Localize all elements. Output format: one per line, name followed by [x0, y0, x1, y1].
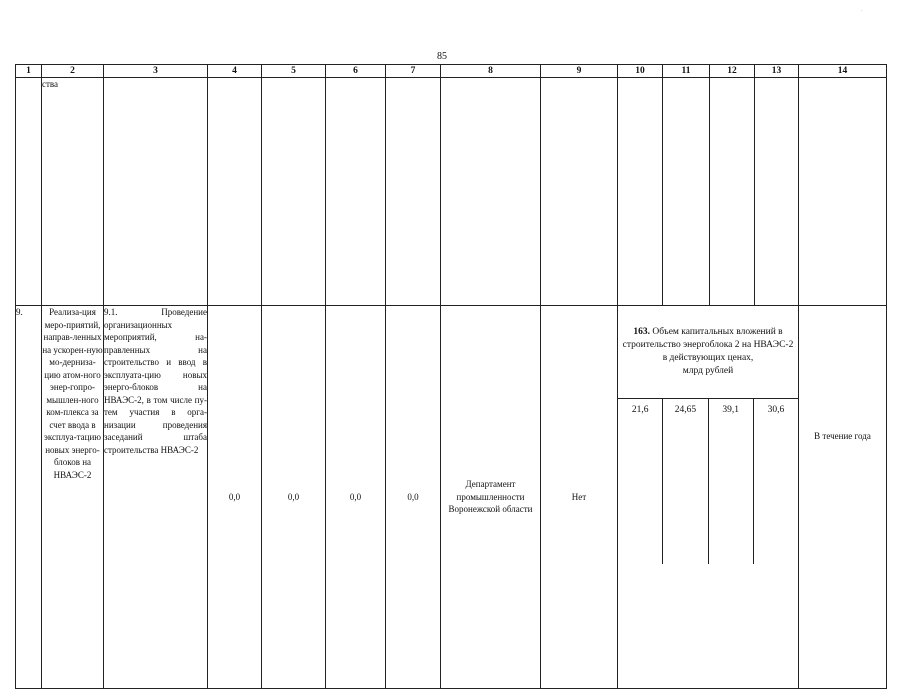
indicator-value: 21,6 [631, 405, 649, 415]
responsible-department: Департамент промышленности Воронежской области [441, 306, 541, 689]
value-col7: 0,0 [386, 306, 441, 689]
column-header-10: 10 [618, 65, 663, 78]
indicator-value: 30,6 [753, 399, 798, 564]
corner-mark: . [861, 7, 863, 13]
header-row [16, 65, 887, 78]
measure-name: Реализа-ция меро-приятий, направ-ленных на ускорен-ную мо-дерниза-цию атом-ного энер-гопро-мышлен-ного ком-плекса за счет ввода в эксплуа-тацию новых энерго-блоков на НВАЭС-2 [42, 306, 104, 689]
indicator-number: 163. [633, 327, 650, 337]
value-col4: 0,0 [208, 306, 262, 689]
indicator-values [618, 399, 798, 564]
indicator-title [618, 306, 798, 399]
column-header-14: 14 [799, 65, 887, 78]
column-header-2: 2 [42, 65, 104, 78]
column-header-11: 11 [663, 65, 710, 78]
table-row [16, 306, 887, 689]
indicator-cell [618, 306, 799, 689]
execution-term: В течение года [799, 306, 887, 689]
indicator-unit: млрд рублей [682, 366, 734, 376]
value-col9: Нет [541, 306, 618, 689]
column-header-5: 5 [262, 65, 326, 78]
indicator-value: 24,65 [662, 399, 707, 564]
column-header-3: 3 [104, 65, 208, 78]
program-table [15, 64, 887, 689]
column-header-7: 7 [386, 65, 441, 78]
continuation-text: ства [42, 78, 104, 306]
column-header-8: 8 [441, 65, 541, 78]
value-col5: 0,0 [262, 306, 326, 689]
column-header-9: 9 [541, 65, 618, 78]
task-text: 9.1. Проведение организационных мероприятий, на-правленных на строительство и ввод в эксплуата-цию новых энерго-блоков на НВАЭС-2, в том числе пу-тем участия в орга-низации проведения заседаний штаба строительства НВАЭС-2 [104, 306, 208, 689]
continuation-row [16, 78, 887, 306]
column-header-1: 1 [16, 65, 42, 78]
page-number: 85 [437, 51, 447, 62]
column-header-13: 13 [755, 65, 799, 78]
indicator-value: 39,1 [708, 399, 753, 564]
value-col6: 0,0 [326, 306, 386, 689]
column-header-12: 12 [710, 65, 755, 78]
column-header-4: 4 [208, 65, 262, 78]
indicator-text: Объем капитальных вложений в строительство энергоблока 2 на НВАЭС-2 в действующих ценах, [622, 327, 794, 363]
column-header-6: 6 [326, 65, 386, 78]
row-number: 9. [16, 306, 42, 689]
